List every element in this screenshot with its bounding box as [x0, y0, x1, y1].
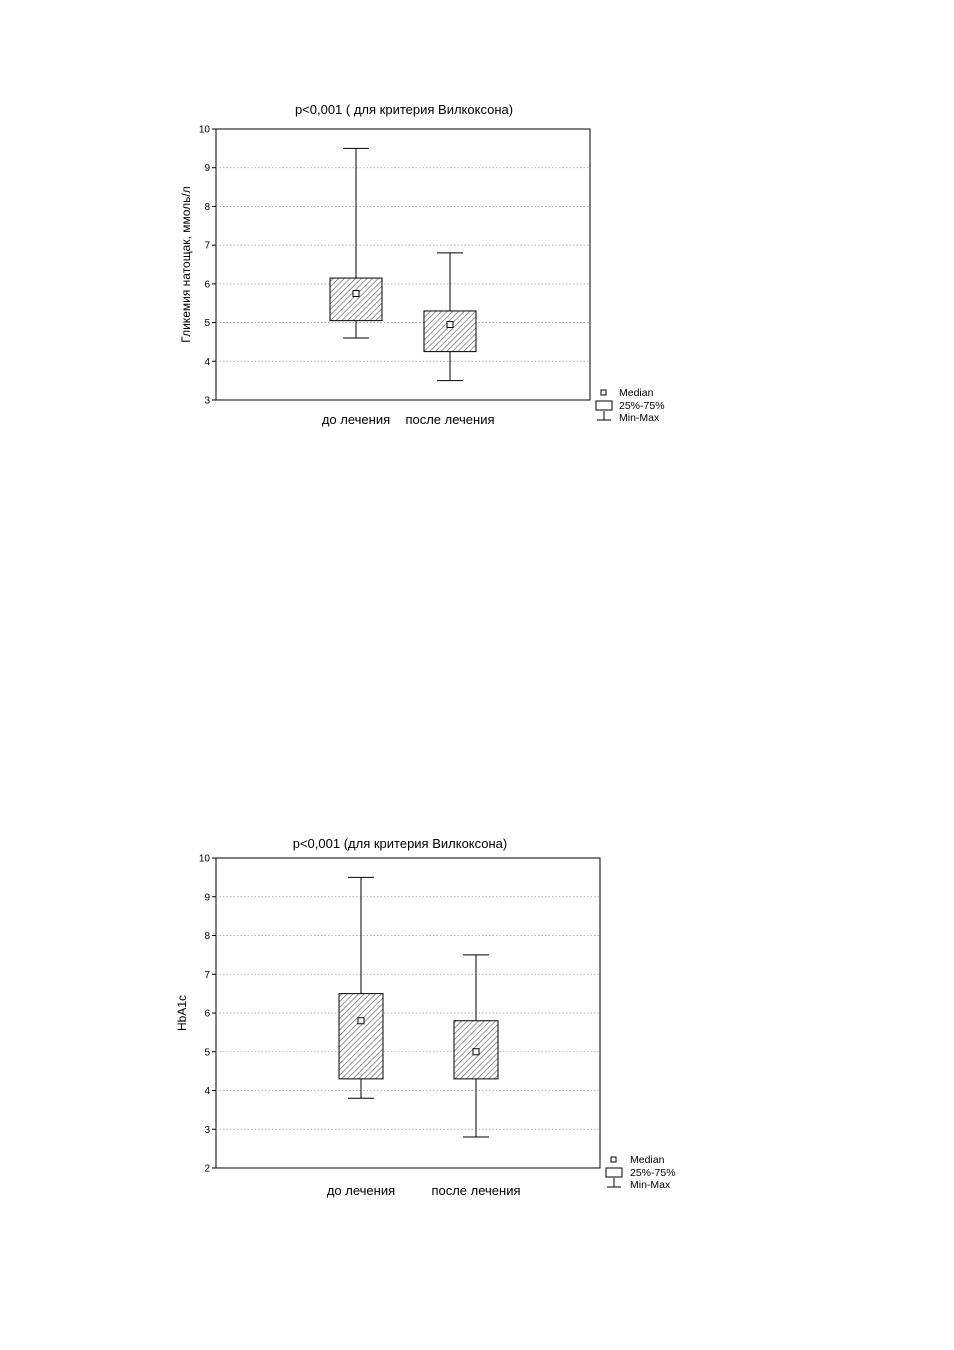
glycemia-boxplot-chart — [179, 102, 665, 427]
y-tick-label: 3 — [204, 395, 210, 407]
category-label: после лечения — [431, 1183, 521, 1198]
legend-box-icon — [606, 1168, 622, 1177]
median-marker — [447, 322, 453, 328]
y-tick-label: 3 — [204, 1124, 210, 1136]
legend-median-label: Median — [619, 387, 654, 399]
median-marker — [473, 1049, 479, 1055]
category-label: после лечения — [405, 412, 495, 427]
y-tick-label: 6 — [204, 1008, 210, 1020]
legend — [606, 1154, 676, 1191]
box-group-before — [330, 148, 382, 338]
y-tick-label: 7 — [204, 969, 210, 981]
y-tick-label: 6 — [204, 279, 210, 291]
y-tick-label: 7 — [204, 240, 210, 252]
category-label: до лечения — [326, 1183, 396, 1198]
legend-whisker-label: Min-Max — [630, 1179, 671, 1191]
chart-title: p<0,001 (для критерия Вилкоксона) — [292, 836, 508, 851]
y-tick-label: 9 — [204, 892, 210, 904]
category-label: до лечения — [321, 412, 391, 427]
legend-median-icon — [601, 390, 606, 395]
y-axis-label: HbA1c — [175, 994, 189, 1032]
legend-whisker-label: Min-Max — [619, 412, 660, 424]
iqr-box — [330, 278, 382, 321]
hba1c-boxplot-chart — [175, 836, 676, 1198]
legend-box-icon — [596, 401, 612, 410]
chart-title: p<0,001 ( для критерия Вилкоксона) — [294, 102, 514, 117]
legend-median-label: Median — [630, 1154, 665, 1166]
y-tick-label: 10 — [198, 124, 210, 136]
y-tick-label: 5 — [204, 318, 210, 330]
box-group-after — [454, 955, 498, 1137]
plot-frame — [216, 129, 590, 400]
y-tick-label: 8 — [204, 931, 210, 942]
iqr-box — [424, 311, 476, 352]
legend-box-label: 25%-75% — [619, 400, 665, 412]
y-tick-label: 2 — [204, 1163, 210, 1175]
legend-median-icon — [611, 1157, 616, 1162]
median-marker — [358, 1018, 364, 1024]
y-axis-label: Гликемия натощак, ммоль/л — [179, 186, 193, 343]
y-tick-label: 4 — [204, 1086, 210, 1097]
legend-box-label: 25%-75% — [630, 1167, 676, 1179]
box-group-before — [339, 877, 383, 1098]
y-tick-label: 9 — [204, 163, 210, 175]
y-tick-label: 5 — [204, 1047, 210, 1059]
iqr-box — [339, 994, 383, 1079]
legend — [596, 387, 665, 424]
median-marker — [353, 291, 359, 297]
y-tick-label: 4 — [204, 356, 210, 368]
y-tick-label: 8 — [204, 201, 210, 213]
y-tick-label: 10 — [198, 853, 210, 865]
